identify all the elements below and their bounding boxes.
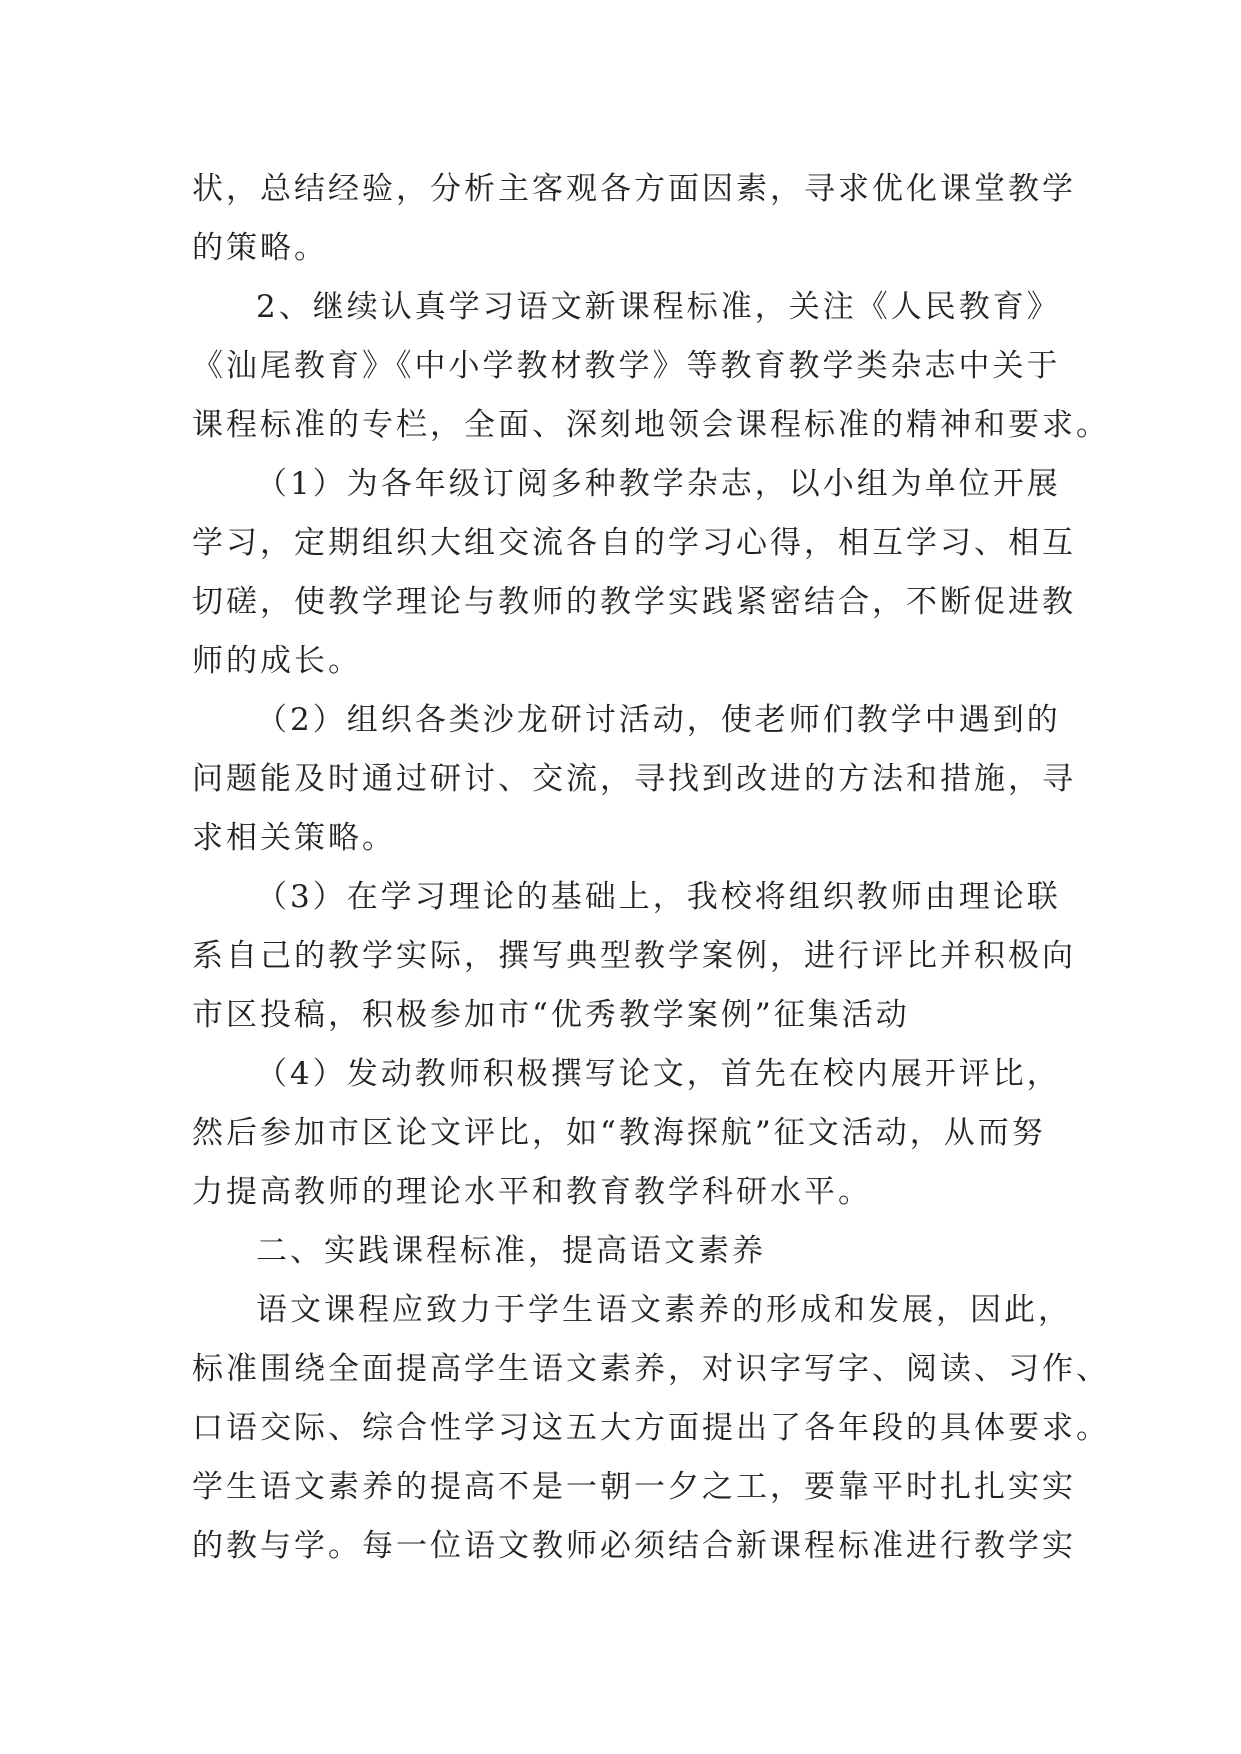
- text-line: 求相关策略。: [192, 820, 396, 856]
- text-line: 然后参加市区论文评比，如“教海探航”征文活动，从而努: [192, 1115, 1046, 1151]
- paragraph-start-line: （2）组织各类沙龙研讨活动，使老师们教学中遇到的: [256, 702, 1061, 738]
- text-line: 口语交际、综合性学习这五大方面提出了各年段的具体要求。: [192, 1410, 1110, 1446]
- document-body: [192, 160, 1110, 1576]
- text-line: 《汕尾教育》《中小学教材教学》等教育教学类杂志中关于: [192, 348, 1061, 384]
- section-heading: 二、实践课程标准，提高语文素养: [256, 1233, 766, 1269]
- text-line: 力提高教师的理论水平和教育教学科研水平。: [192, 1174, 872, 1210]
- text-line: 系自己的教学实际，撰写典型教学案例，进行评比并积极向: [192, 938, 1076, 974]
- text-line: 标准围绕全面提高学生语文素养，对识字写字、阅读、习作、: [192, 1351, 1110, 1387]
- text-line: 课程标准的专栏，全面、深刻地领会课程标准的精神和要求。: [192, 407, 1110, 443]
- paragraph-start-line: 2、继续认真学习语文新课程标准，关注《人民教育》: [256, 289, 1061, 325]
- text-line: 市区投稿，积极参加市“优秀教学案例”征集活动: [192, 997, 910, 1033]
- text-line: 学习，定期组织大组交流各自的学习心得，相互学习、相互: [192, 525, 1076, 561]
- text-line: 学生语文素养的提高不是一朝一夕之工，要靠平时扎扎实实: [192, 1469, 1076, 1505]
- text-line: 问题能及时通过研讨、交流，寻找到改进的方法和措施，寻: [192, 761, 1076, 797]
- paragraph-start-line: 语文课程应致力于学生语文素养的形成和发展，因此，: [256, 1292, 1072, 1328]
- paragraph-start-line: （3）在学习理论的基础上，我校将组织教师由理论联: [256, 879, 1061, 915]
- paragraph-start-line: （1）为各年级订阅多种教学杂志，以小组为单位开展: [256, 466, 1061, 502]
- text-line: 的教与学。每一位语文教师必须结合新课程标准进行教学实: [192, 1528, 1076, 1564]
- text-line: 的策略。: [192, 230, 328, 266]
- text-line: 切磋，使教学理论与教师的教学实践紧密结合，不断促进教: [192, 584, 1076, 620]
- text-line: 师的成长。: [192, 643, 362, 679]
- paragraph-start-line: （4）发动教师积极撰写论文，首先在校内展开评比，: [256, 1056, 1061, 1092]
- text-line: 状，总结经验，分析主客观各方面因素，寻求优化课堂教学: [192, 171, 1076, 207]
